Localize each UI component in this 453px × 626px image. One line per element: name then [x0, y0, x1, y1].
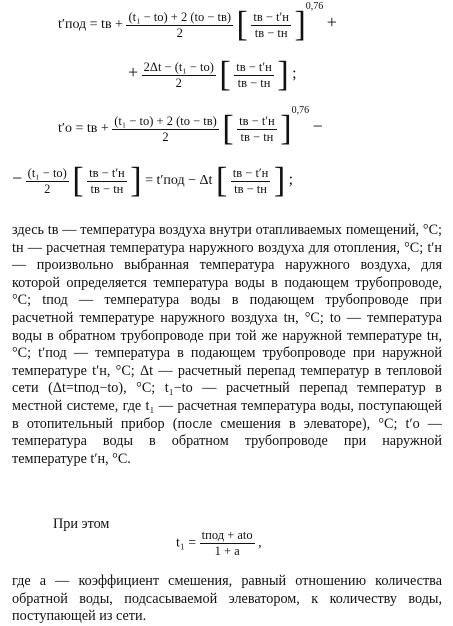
- eq2-tail: ;: [292, 65, 297, 83]
- eq1-fraction-1: [126, 10, 233, 41]
- explanation-paragraph: здесь tв — температура воздуха внутри отапливаемых помещений, °С; tн — расчетная температура наружного воздуха для отопления, °С; t′н — произвольно выбранная температура наружного воздуха, для которой определяется температура воды в подающем трубопроводе, °С; tпод — температура воды в подающем трубопроводе при расчетной температуре наружного воздуха tн, °С; tо — температура воды в обратном трубопроводе при той же наружной температуре tн, °С; t′под — температура в подающем трубопроводе при наружной температуре t′н, °С; Δt — расчетный перепад температур в тепловой сети (Δt=tпод−tо), °С; t₁−tо — расчетный перепад температур в местной системе, где t₁ — расчетная температура воды, поступающей в отопительный прибор (после смешения в элеваторе), °С; t′о — температура воды в обратном трубопроводе при наружной температуре t′н, °С.: [12, 222, 442, 467]
- eq3-right-bracket: ]: [280, 109, 292, 148]
- eq1-f1-num: (t₁ − tо) + 2 (tо − tв): [128, 9, 232, 24]
- eq1-exponent: 0,76: [305, 0, 324, 12]
- eq3-lhs: t′о = tв +: [58, 121, 109, 137]
- eq1-left-bracket: [: [236, 5, 248, 44]
- eq2-left-bracket: [: [219, 55, 231, 94]
- eq1-f1-den: 2: [126, 25, 233, 41]
- eq1-f2-den: tв − tн: [251, 25, 291, 41]
- eq4-left-bracket: [: [72, 161, 84, 200]
- eq3-exponent: 0,76: [291, 104, 310, 116]
- intro-line: При этом: [53, 516, 110, 532]
- eq4-right-bracket: ]: [130, 161, 142, 200]
- eq1-tail: +: [326, 12, 337, 33]
- eq2-fraction-1: [142, 60, 216, 91]
- eq5-fraction: [200, 528, 255, 559]
- eq3-f1-num: (t₁ − tо) + 2 (tо − tв): [114, 113, 217, 128]
- eq3-left-bracket: [: [222, 109, 234, 148]
- eq3-f2-den: tв − tн: [237, 129, 277, 145]
- eq3-f2-num: tв − t′н: [239, 113, 275, 128]
- eq4-f3-den: tв − tн: [231, 181, 271, 197]
- eq4-fraction-3: [231, 166, 271, 197]
- equation-2: [128, 55, 297, 94]
- eq2-f1-den: 2: [142, 75, 216, 91]
- eq3-f1-den: 2: [112, 129, 219, 145]
- eq5-den: 1 + a: [200, 543, 255, 559]
- eq4-f2-num: tв − t′н: [89, 165, 125, 180]
- eq2-fraction-2: [234, 60, 274, 91]
- eq1-fraction-2: [251, 10, 291, 41]
- eq4-mid: = t′под − Δt: [145, 173, 213, 189]
- eq4-f1-num: (t₁ − tо): [27, 165, 67, 180]
- final-paragraph: где a — коэффициент смешения, равный отношению количества обратной воды, подсасываемой элеватором, к количеству воды, поступающей из сети.: [12, 573, 442, 625]
- eq3-fraction-2: [237, 114, 277, 145]
- eq4-tail: ;: [288, 171, 294, 189]
- eq1-lhs: t′под = tв +: [58, 17, 123, 33]
- eq5-tail: ,: [258, 535, 262, 551]
- eq4-right-bracket-2: ]: [273, 161, 286, 200]
- eq1-f2-num: tв − t′н: [253, 9, 289, 24]
- equation-1: [58, 0, 337, 44]
- eq4-f1-den: 2: [26, 181, 69, 197]
- eq2-f2-den: tв − tн: [234, 75, 274, 91]
- equation-5: [176, 528, 262, 559]
- eq2-f2-num: tв − t′н: [236, 59, 272, 74]
- equation-3: [58, 104, 323, 148]
- eq4-fraction-1: [26, 166, 69, 197]
- eq3-fraction-1: [112, 114, 219, 145]
- eq2-lead: +: [128, 62, 139, 83]
- equation-4: [12, 161, 294, 200]
- eq4-f3-num: tв − t′н: [232, 165, 269, 180]
- eq4-fraction-2: [87, 166, 127, 197]
- eq5-lhs: t₁ =: [176, 535, 197, 551]
- eq5-num: tпод + atо: [201, 528, 253, 542]
- eq4-f2-den: tв − tн: [87, 181, 127, 197]
- eq1-right-bracket: ]: [294, 5, 306, 44]
- eq4-lead: −: [12, 168, 23, 189]
- eq2-right-bracket: ]: [277, 55, 289, 94]
- eq3-tail: −: [312, 116, 323, 137]
- eq4-left-bracket-2: [: [215, 161, 228, 200]
- eq2-f1-num: 2Δt − (t₁ − tо): [143, 59, 214, 74]
